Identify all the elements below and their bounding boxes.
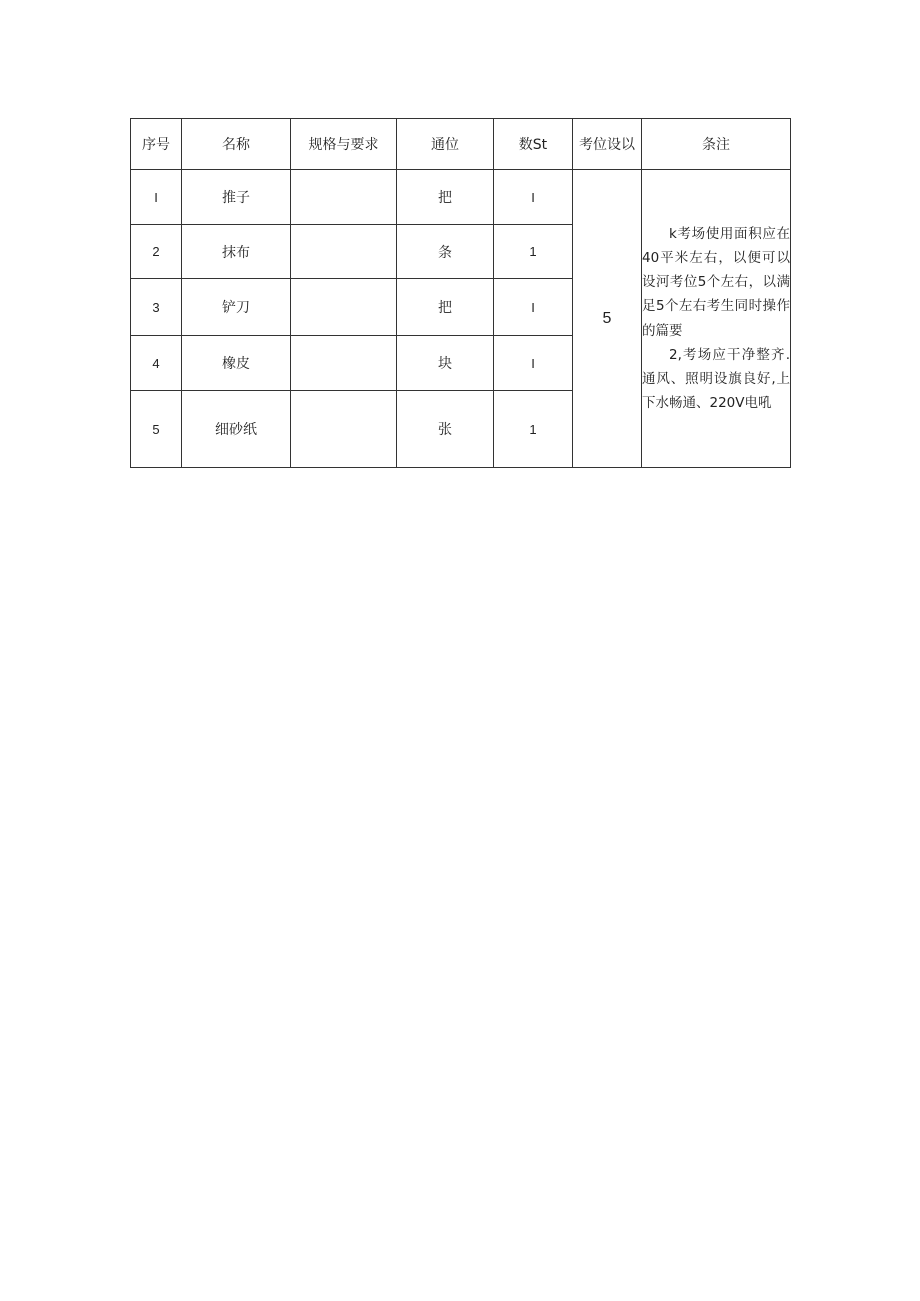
table-row — [131, 170, 791, 225]
cell-remarks — [642, 170, 791, 468]
header-name: 名称 — [182, 119, 291, 170]
cell-name: 抹布 — [182, 225, 291, 279]
cell-index: I — [131, 170, 182, 225]
cell-unit: 把 — [397, 170, 494, 225]
header-unit: 通位 — [397, 119, 494, 170]
cell-name: 橡皮 — [182, 336, 291, 391]
cell-spec — [291, 170, 397, 225]
cell-quantity: 1 — [494, 225, 573, 279]
cell-index: 4 — [131, 336, 182, 391]
cell-name: 铲刀 — [182, 279, 291, 336]
cell-name: 细砂纸 — [182, 391, 291, 468]
cell-name: 推子 — [182, 170, 291, 225]
cell-spec — [291, 225, 397, 279]
header-index: 序号 — [131, 119, 182, 170]
header-remarks: 条注 — [642, 119, 791, 170]
cell-unit: 张 — [397, 391, 494, 468]
cell-quantity: 1 — [494, 391, 573, 468]
cell-unit: 条 — [397, 225, 494, 279]
cell-spec — [291, 279, 397, 336]
cell-index: 3 — [131, 279, 182, 336]
cell-index: 2 — [131, 225, 182, 279]
cell-quantity: I — [494, 170, 573, 225]
cell-quantity: I — [494, 336, 573, 391]
remark-line-2: 2,考场应干净整齐.通风、照明设旗良好,上下水畅通、220V电吼 — [642, 346, 790, 412]
header-spec: 规格与要求 — [291, 119, 397, 170]
cell-index: 5 — [131, 391, 182, 468]
cell-seats: 5 — [573, 170, 642, 468]
cell-spec — [291, 391, 397, 468]
equipment-table — [130, 118, 791, 468]
cell-quantity: I — [494, 279, 573, 336]
header-quantity: 数St — [494, 119, 573, 170]
header-row — [131, 119, 791, 170]
remark-line-1: k考场使用面积应在40平米左右，以便可以设河考位5个左右，以满足5个左右考生同时操作的篇要 — [642, 225, 790, 339]
header-seats: 考位设以 — [573, 119, 642, 170]
cell-unit: 把 — [397, 279, 494, 336]
cell-unit: 块 — [397, 336, 494, 391]
cell-spec — [291, 336, 397, 391]
